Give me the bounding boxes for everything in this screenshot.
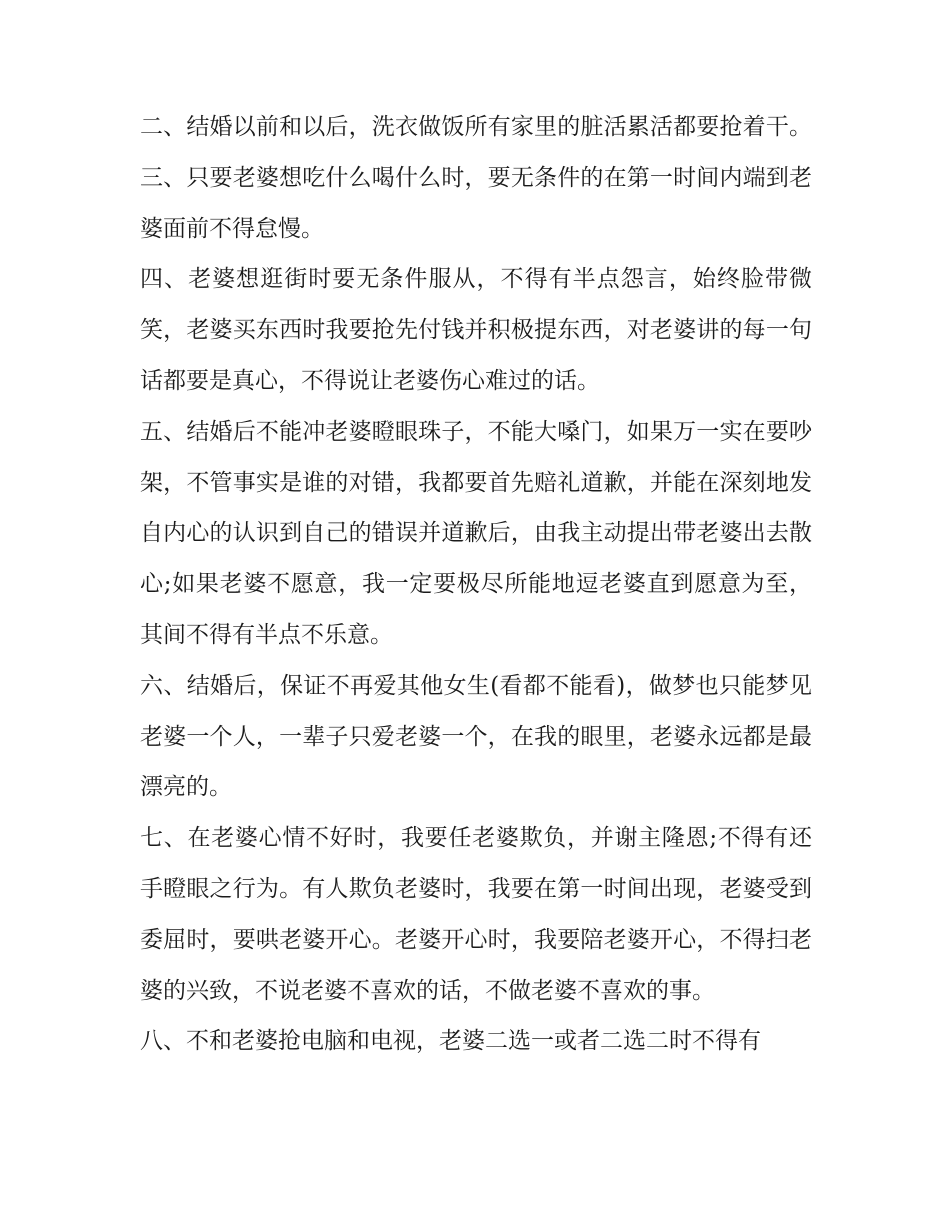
paragraph-item-5: 五、结婚后不能冲老婆瞪眼珠子，不能大嗓门，如果万一实在要吵架，不管事实是谁的对错，我都要首先赔礼道歉，并能在深刻地发自内心的认识到自己的错误并道歉后，由我主动提出带老婆出去散心;如果老婆不愿意，我一定要极尽所能地逗老婆直到愿意为至，其间不得有半点不乐意。 bbox=[140, 418, 812, 648]
paragraph-item-8: 八、不和老婆抢电脑和电视，老婆二选一或者二选二时不得有 bbox=[140, 1028, 761, 1055]
document-body bbox=[140, 102, 812, 1067]
paragraph-item-6: 六、结婚后，保证不再爱其他女生(看都不能看)，做梦也只能梦见老婆一个人，一辈子只爱老婆一个，在我的眼里，老婆永远都是最漂亮的。 bbox=[140, 672, 812, 801]
paragraph-item-2-3: 二、结婚以前和以后，洗衣做饭所有家里的脏活累活都要抢着干。 三、只要老婆想吃什么喝什么时，要无条件的在第一时间内端到老婆面前不得怠慢。 bbox=[140, 114, 812, 242]
paragraph-item-7: 七、在老婆心情不好时，我要任老婆欺负，并谢主隆恩;不得有还手瞪眼之行为。有人欺负老婆时，我要在第一时间出现，老婆受到委屈时，要哄老婆开心。老婆开心时，我要陪老婆开心，不得扫老婆的兴致，不说老婆不喜欢的话，不做老婆不喜欢的事。 bbox=[140, 825, 812, 1004]
paragraph-item-4: 四、老婆想逛街时要无条件服从，不得有半点怨言，始终脸带微笑，老婆买东西时我要抢先付钱并积极提东西，对老婆讲的每一句话都要是真心，不得说让老婆伤心难过的话。 bbox=[140, 266, 812, 394]
